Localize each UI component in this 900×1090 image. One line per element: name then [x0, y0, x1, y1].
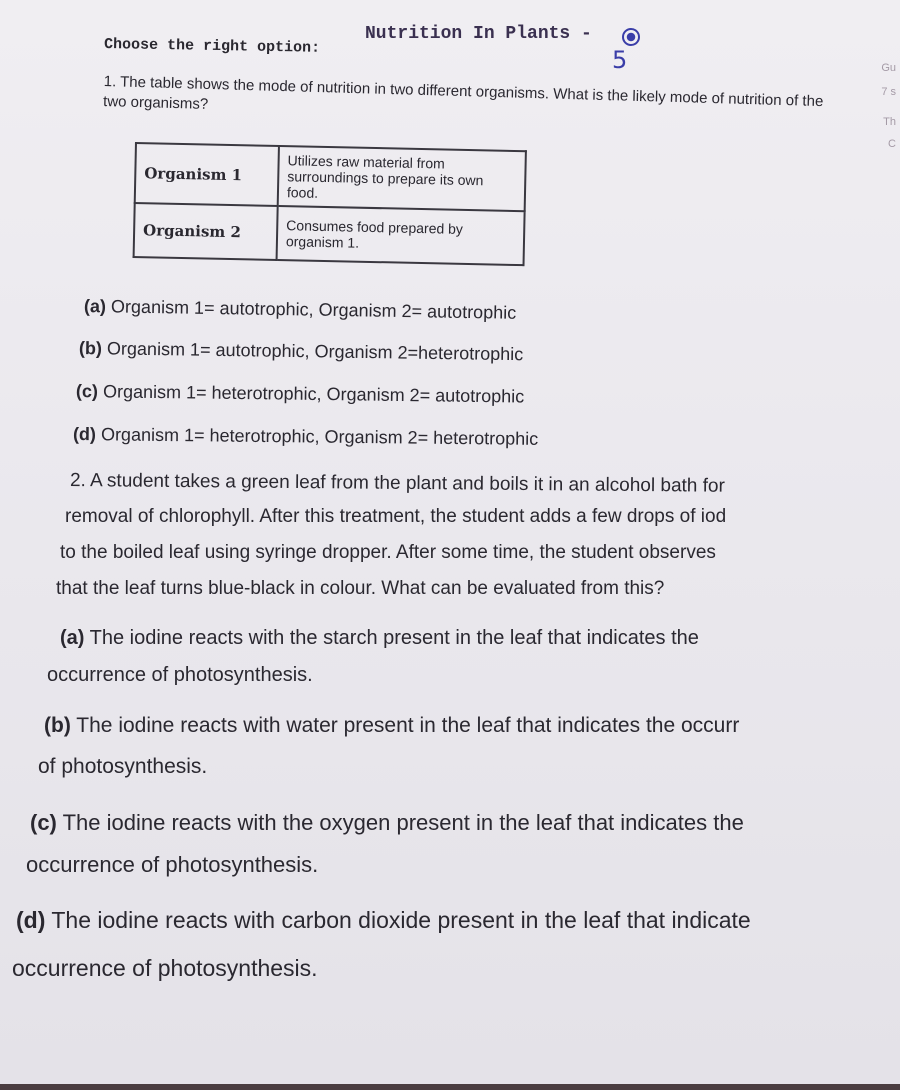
table-cell-organism: Organism 1 [135, 143, 279, 206]
question-2-line: removal of chlorophyll. After this treatment, the student adds a few drops of iod [65, 506, 727, 527]
option-text: Organism 1= autotrophic, Organism 2=heterotrophic [106, 338, 524, 365]
question-2-line: that the leaf turns blue-black in colour. What can be evaluated from this? [56, 578, 665, 599]
q2-option-d-cont: occurrence of photosynthesis. [12, 955, 318, 981]
question-2-line: to the boiled leaf using syringe dropper. After some time, the student observes [60, 542, 716, 563]
handwritten-scribble-icon [622, 28, 640, 46]
q1-option-a [84, 296, 517, 324]
option-text: The iodine reacts with carbon dioxide present in the leaf that indicate [51, 907, 751, 933]
table-cell-organism: Organism 2 [134, 203, 278, 260]
option-label: (a) [83, 296, 107, 317]
q2-option-b-cont: of photosynthesis. [38, 755, 208, 778]
option-label: (b) [78, 338, 103, 359]
q2-option-d [16, 907, 751, 934]
option-text: Organism 1= heterotrophic, Organism 2= heterotrophic [100, 424, 539, 449]
q2-option-c-cont: occurrence of photosynthesis. [26, 852, 319, 877]
option-label: (b) [44, 714, 71, 737]
q1-option-d [73, 424, 538, 450]
option-text: Organism 1= heterotrophic, Organism 2= autotrophic [102, 381, 525, 407]
nutrition-table [133, 142, 527, 266]
option-label: (a) [60, 627, 85, 649]
q2-option-b [44, 714, 739, 738]
margin-note: 7 s [881, 86, 896, 98]
option-label: (c) [30, 810, 57, 835]
option-text: The iodine reacts with water present in the leaf that indicates the occurr [76, 714, 740, 737]
option-text: Organism 1= autotrophic, Organism 2= autotrophic [110, 296, 517, 323]
table-row [135, 143, 526, 211]
q2-option-a-cont: occurrence of photosynthesis. [47, 664, 313, 686]
question-1-text: 1. The table shows the mode of nutrition in two different organisms. What is the likely mode of nutrition of the two organisms? [102, 72, 824, 113]
instruction-text: Choose the right option: [103, 36, 321, 57]
option-label: (d) [16, 907, 46, 933]
page-bottom-edge [0, 1084, 900, 1090]
table-row [134, 203, 525, 265]
table-cell-description: Consumes food prepared by organism 1. [277, 206, 525, 265]
option-text: The iodine reacts with the starch present in the leaf that indicates the [89, 627, 699, 649]
margin-note: Th [883, 116, 896, 128]
question-2-line: 2. A student takes a green leaf from the plant and boils it in an alcohol bath for [69, 470, 725, 497]
option-label: (d) [72, 424, 97, 445]
handwritten-mark: 5 [612, 46, 628, 74]
q2-option-a [60, 627, 699, 650]
page-title: Nutrition In Plants - [365, 24, 592, 44]
table-cell-description: Utilizes raw material from surroundings to prepare its own food. [278, 146, 526, 211]
margin-note: Gu [881, 62, 896, 74]
q2-option-c [30, 810, 744, 836]
q1-option-b [79, 338, 523, 365]
margin-note: C [888, 138, 896, 150]
q1-option-c [76, 381, 524, 407]
option-label: (c) [75, 381, 99, 402]
option-text: The iodine reacts with the oxygen present in the leaf that indicates the [62, 810, 744, 835]
